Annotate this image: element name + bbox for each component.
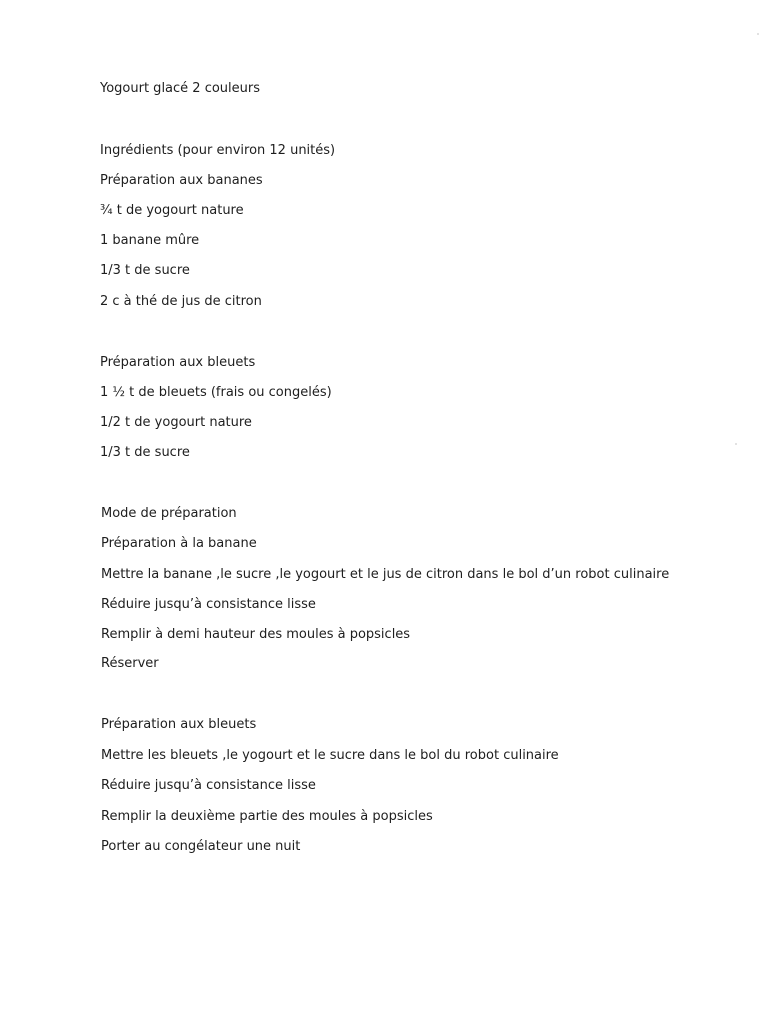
- method-step: Remplir la deuxième partie des moules à popsicles: [101, 809, 433, 824]
- ingredient-item: 1 ½ t de bleuets (frais ou congelés): [100, 385, 332, 400]
- ingredient-item: 2 c à thé de jus de citron: [100, 294, 262, 309]
- ingredient-item: ¾ t de yogourt nature: [100, 203, 244, 218]
- method-step: Réduire jusqu’à consistance lisse: [101, 778, 316, 793]
- method-step: Réduire jusqu’à consistance lisse: [101, 597, 316, 612]
- recipe-title: Yogourt glacé 2 couleurs: [100, 81, 261, 96]
- method-step: Mettre les bleuets ,le yogourt et le sucre dans le bol du robot culinaire: [101, 748, 559, 763]
- method-step: Mettre la banane ,le sucre ,le yogourt et le jus de citron dans le bol d’un robot culinaire: [101, 567, 670, 582]
- ingredient-item: 1/3 t de sucre: [100, 445, 190, 460]
- method-step: Porter au congélateur une nuit: [101, 839, 301, 854]
- banana-method-heading: Préparation à la banane: [101, 536, 257, 551]
- method-step: Remplir à demi hauteur des moules à popsicles: [101, 627, 411, 642]
- blueberry-method-heading: Préparation aux bleuets: [101, 717, 257, 732]
- banana-ingredients-heading: Préparation aux bananes: [100, 173, 263, 188]
- scan-speck: [757, 33, 759, 35]
- method-step: Réserver: [101, 656, 159, 671]
- ingredients-heading: Ingrédients (pour environ 12 unités): [100, 143, 336, 158]
- ingredient-item: 1/2 t de yogourt nature: [100, 415, 252, 430]
- blueberry-ingredients-heading: Préparation aux bleuets: [100, 355, 256, 370]
- ingredient-item: 1 banane mûre: [100, 233, 200, 248]
- method-heading: Mode de préparation: [101, 506, 237, 521]
- scan-speck: [735, 443, 737, 445]
- ingredient-item: 1/3 t de sucre: [100, 263, 190, 278]
